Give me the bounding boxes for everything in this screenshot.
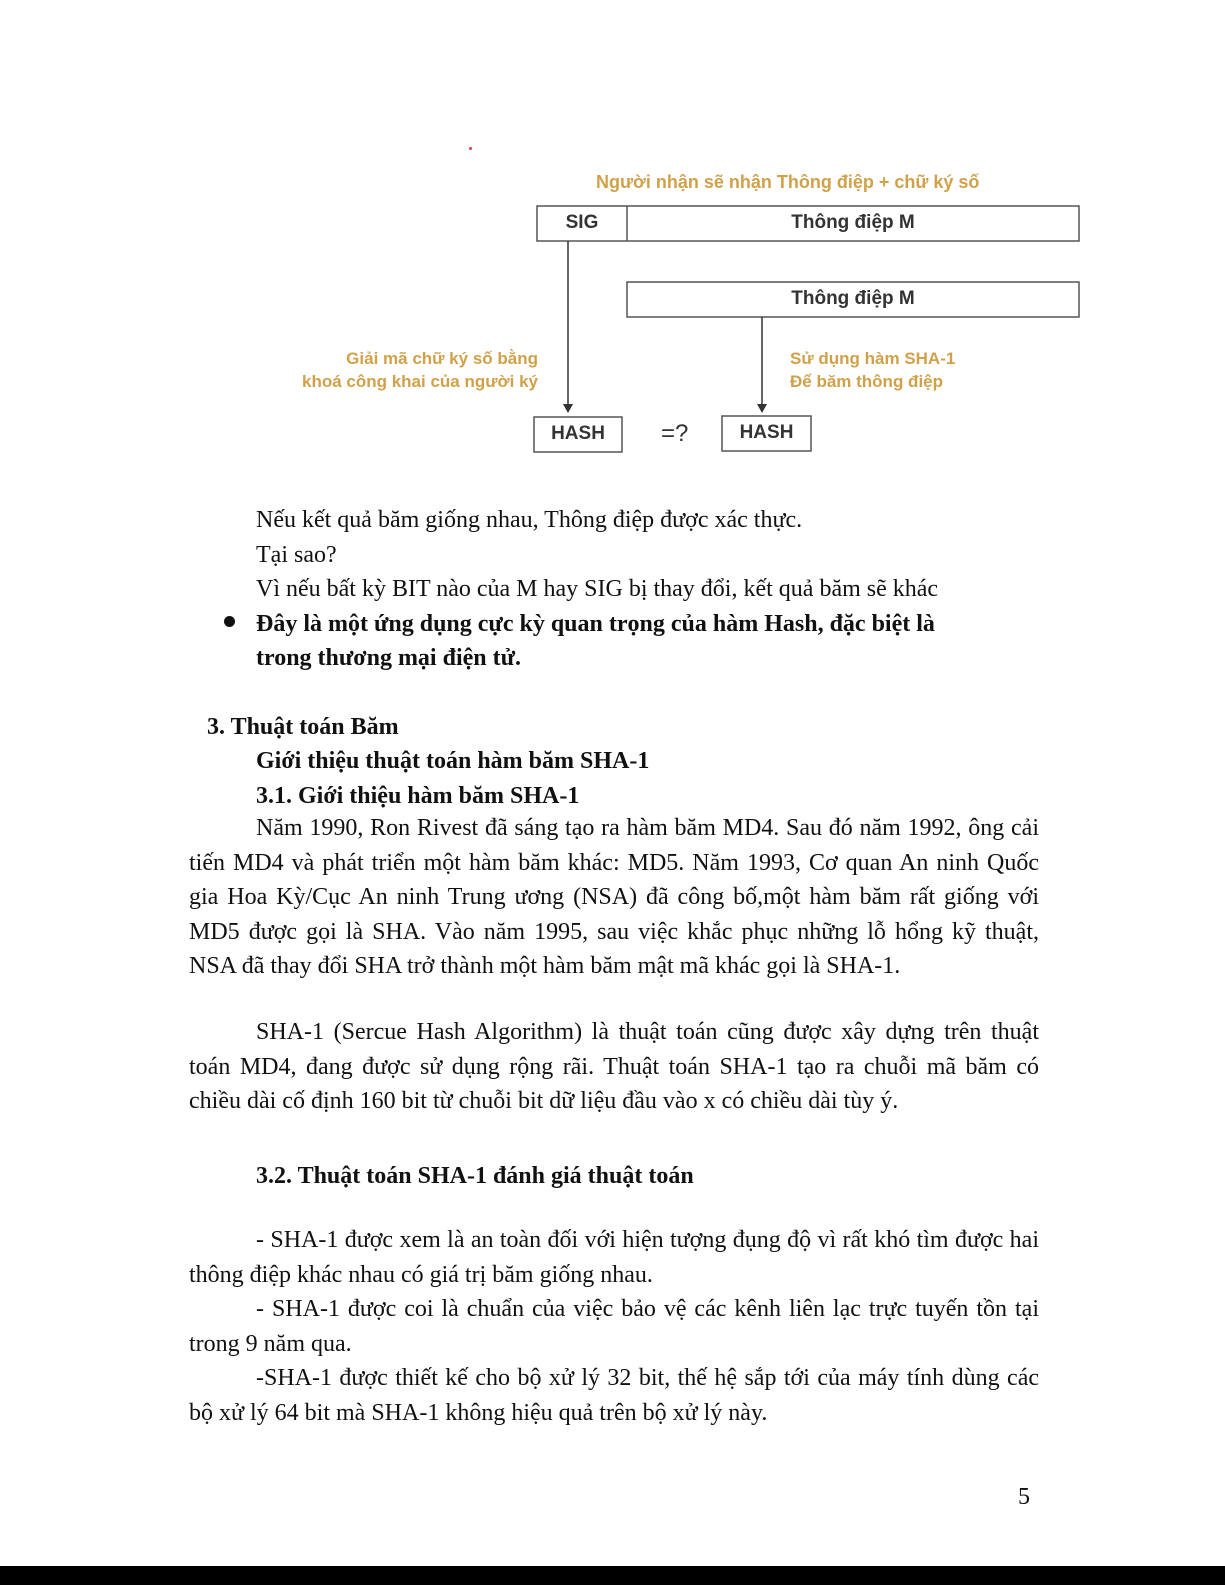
hash-label-left: HASH: [551, 423, 605, 444]
signature-verification-diagram: [0, 0, 1225, 490]
bullet-icon: [224, 616, 235, 627]
section-heading: 3. Thuật toán Băm: [207, 714, 399, 740]
decrypt-note: [280, 347, 538, 393]
evaluation-point-1: - SHA-1 được xem là an toàn đối với hiện tượng đụng độ vì rất khó tìm được hai thông điệp khác nhau có giá trị băm giống nhau.: [189, 1227, 1039, 1288]
arrowhead-right: [757, 404, 767, 413]
diagram-lines: [0, 0, 1225, 490]
sig-label: SIG: [565, 212, 599, 233]
sha1-note-line1: Sử dụng hàm SHA-1: [790, 349, 956, 368]
evaluation-point-2: - SHA-1 được coi là chuẩn của việc bảo vệ các kênh liên lạc trực tuyến tồn tại trong 9 năm qua.: [189, 1296, 1039, 1357]
message-label-second: Thông điệp M: [791, 288, 915, 309]
compare-label: =?: [661, 420, 689, 447]
bottom-border: [0, 1566, 1225, 1585]
arrowhead-left: [563, 404, 573, 413]
history-paragraph: Năm 1990, Ron Rivest đã sáng tạo ra hàm băm MD4. Sau đó năm 1992, ông cải tiến MD4 và phát triển một hàm băm khác: MD5. Năm 1993, Cơ quan An ninh Quốc gia Hoa Kỳ/Cục An ninh Trung ương (NSA) đã công bố,một hàm băm rất giống với MD5 được gọi là SHA. Vào năm 1995, sau việc khắc phục những lỗ hổng kỹ thuật, NSA đã thay đổi SHA trở thành một hàm băm mật mã khác gọi là SHA-1.: [189, 815, 1039, 980]
why-question: Tại sao?: [256, 542, 337, 568]
sha1-description-paragraph: SHA-1 (Sercue Hash Algorithm) là thuật toán cũng được xây dựng trên thuật toán MD4, đang được sử dụng rộng rãi. Thuật toán SHA-1 tạo ra chuỗi mã băm có chiều dài cố định 160 bit từ chuỗi bit dữ liệu đầu vào x có chiều dài tùy ý.: [189, 1019, 1039, 1115]
stray-mark: [469, 147, 472, 150]
hash-label-right: HASH: [739, 422, 794, 443]
decrypt-note-line2: khoá công khai của người ký: [301, 372, 538, 391]
why-answer: Vì nếu bất kỳ BIT nào của M hay SIG bị thay đổi, kết quả băm sẽ khác: [256, 576, 939, 602]
sha1-note-line2: Để băm thông điệp: [790, 372, 943, 391]
page-number: 5: [1018, 1484, 1030, 1510]
message-label-top: Thông điệp M: [791, 212, 915, 233]
verification-result-line: Nếu kết quả băm giống nhau, Thông điệp được xác thực.: [256, 507, 803, 533]
decrypt-note-line1: Giải mã chữ ký số bằng: [346, 349, 538, 368]
bullet-text-line2: trong thương mại điện tử.: [256, 645, 522, 671]
subsection-3-1-title: 3.1. Giới thiệu hàm băm SHA-1: [256, 783, 580, 809]
section-subheading: Giới thiệu thuật toán hàm băm SHA-1: [256, 748, 650, 774]
evaluation-point-3: -SHA-1 được thiết kế cho bộ xử lý 32 bit, thế hệ sắp tới của máy tính dùng các bộ xử lý 64 bit mà SHA-1 không hiệu quả trên bộ xử lý này.: [189, 1365, 1039, 1426]
subsection-3-2-title: 3.2. Thuật toán SHA-1 đánh giá thuật toán: [256, 1163, 694, 1189]
sha1-note: [790, 347, 955, 393]
receiver-note: Người nhận sẽ nhận Thông điệp + chữ ký số: [596, 172, 980, 192]
bullet-text-line1: Đây là một ứng dụng cực kỳ quan trọng của hàm Hash, đặc biệt là: [256, 611, 935, 637]
